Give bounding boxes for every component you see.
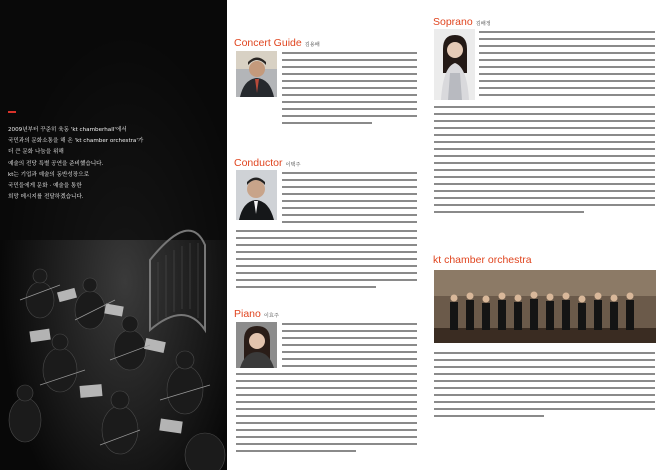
conductor-bio-bottom [236, 228, 417, 294]
promo-line: 희망 메시지를 전달하겠습니다. [8, 194, 84, 201]
orchestra-photo [0, 0, 227, 470]
section-title: Concert Guide [234, 37, 302, 49]
accent-dash [8, 111, 16, 113]
section-name: 이효주 [263, 313, 279, 319]
concert-guide-heading [234, 31, 320, 50]
section-name: 이택주 [285, 162, 301, 168]
orchestra-group-photo [434, 270, 656, 343]
section-title: Piano [234, 308, 261, 320]
conductor-bio-top [282, 170, 417, 228]
text-lines [236, 228, 417, 294]
orchestra-heading [433, 248, 532, 267]
soprano-portrait [434, 29, 475, 100]
piano-heading [234, 302, 279, 321]
soprano-bio-top [479, 29, 655, 101]
soprano-heading [433, 10, 491, 29]
section-name: 김배정 [475, 21, 491, 27]
conductor-heading [234, 151, 301, 170]
text-lines [282, 170, 417, 228]
section-title: Conductor [234, 157, 283, 169]
section-name: 김용배 [304, 42, 320, 48]
promo-line: 2009년부터 꾸준히 육동 'kt chamberhall'에서 [8, 127, 127, 133]
text-lines [434, 104, 655, 222]
concert-guide-portrait [236, 51, 277, 97]
promo-message [8, 111, 220, 203]
piano-bio-top [282, 321, 417, 371]
text-lines [282, 321, 417, 371]
text-lines [434, 350, 655, 422]
text-lines [282, 50, 417, 134]
section-title: Soprano [433, 16, 473, 28]
promo-line: 국민들에게 문화 · 예술을 통한 [8, 183, 82, 190]
orchestra-photo-panel [0, 0, 227, 470]
orchestra-bio [434, 350, 655, 422]
piano-bio-bottom [236, 371, 417, 461]
soprano-bio-bottom [434, 104, 655, 222]
pianist-portrait [236, 322, 277, 368]
promo-line: kt는 기업과 예술의 동반성장으로 [8, 171, 90, 178]
promo-line: 더 큰 문화 나눔을 위해 [8, 149, 64, 156]
conductor-portrait [236, 170, 277, 220]
promo-line: 국민과의 문화소통을 해 온 'kt chamber orchestra'가 [8, 138, 144, 145]
promo-line: 예술의 전당 특별 공연을 준비했습니다. [8, 160, 104, 167]
concert-guide-bio [282, 50, 417, 134]
section-title: kt chamber orchestra [433, 254, 532, 266]
text-lines [479, 29, 655, 101]
text-lines [236, 371, 417, 461]
